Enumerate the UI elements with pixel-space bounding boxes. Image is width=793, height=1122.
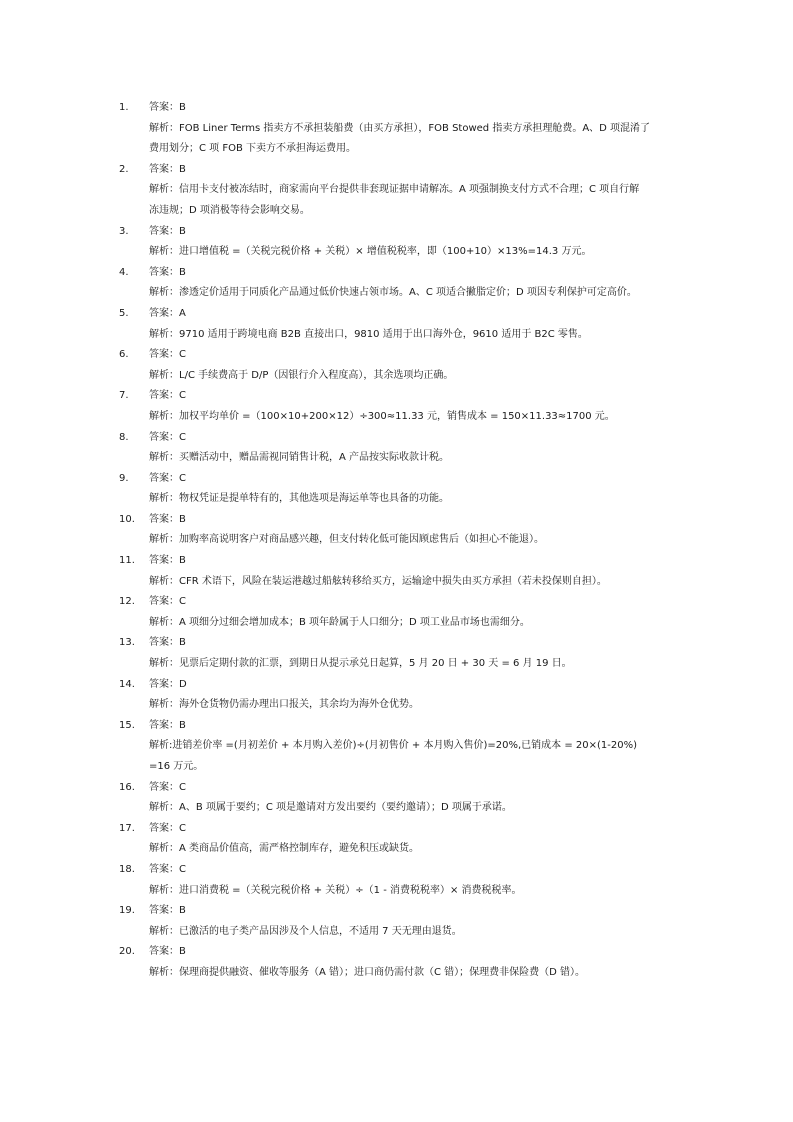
answer-line: 答案：B <box>149 637 186 649</box>
item-number: 17. <box>119 822 135 834</box>
answer-item <box>119 304 679 345</box>
answer-item <box>119 222 679 263</box>
answer-item <box>119 633 679 674</box>
answer-item <box>119 778 679 819</box>
answer-item <box>119 263 679 304</box>
analysis-text <box>119 407 679 428</box>
analysis-line: 解析：进口增值税 =（关税完税价格 + 关税）× 增值税税率，即（100+10）×13%=14.3 万元。 <box>149 246 592 258</box>
answer-item <box>119 942 679 983</box>
analysis-text <box>119 448 679 469</box>
analysis-line: 解析：9710 适用于跨境电商 B2B 直接出口，9810 适用于出口海外仓，9610 适用于 B2C 零售。 <box>149 328 588 340</box>
answer-line: 答案：B <box>149 719 186 731</box>
answer-item <box>119 551 679 592</box>
analysis-text <box>119 119 679 160</box>
item-number: 19. <box>119 905 135 917</box>
answer-item <box>119 592 679 633</box>
item-number: 15. <box>119 719 135 731</box>
item-number: 3. <box>119 225 129 237</box>
analysis-line: 解析：加权平均单价 =（100×10+200×12）÷300≈11.33 元，销售成本 = 150×11.33≈1700 元。 <box>149 410 615 422</box>
answer-list <box>119 98 679 984</box>
item-number: 20. <box>119 946 135 958</box>
analysis-line: 解析：L/C 手续费高于 D/P（因银行介入程度高），其余选项均正确。 <box>149 369 454 381</box>
analysis-line: 解析：FOB Liner Terms 指卖方不承担装船费（由买方承担），FOB Stowed 指卖方承担理舱费。A、D 项混淆了 <box>149 122 651 134</box>
answer-line: 答案：B <box>149 513 186 525</box>
analysis-text <box>119 530 679 551</box>
answer-item <box>119 716 679 778</box>
answer-line: 答案：C <box>149 431 186 443</box>
analysis-line: 解析:进销差价率 =(月初差价 + 本月购入差价)÷(月初售价 + 本月购入售价)=20%,已销成本 = 20×(1-20%) <box>149 740 638 752</box>
analysis-line: 解析：信用卡支付被冻结时，商家需向平台提供非套现证据申请解冻。A 项强制换支付方式不合理；C 项自行解 <box>149 184 640 196</box>
answer-line: 答案：C <box>149 781 186 793</box>
answer-line: 答案：C <box>149 863 186 875</box>
analysis-text <box>119 283 679 304</box>
answer-line: 答案：C <box>149 349 186 361</box>
item-number: 9. <box>119 472 129 484</box>
analysis-line: 解析：A 类商品价值高，需严格控制库存，避免积压或缺货。 <box>149 843 420 855</box>
item-number: 13. <box>119 637 135 649</box>
analysis-text <box>119 695 679 716</box>
analysis-line: 解析：海外仓货物仍需办理出口报关，其余均为海外仓优势。 <box>149 699 419 711</box>
analysis-line: 解析：见票后定期付款的汇票，到期日从提示承兑日起算，5 月 20 日 + 30 天 = 6 月 19 日。 <box>149 658 572 670</box>
answer-line: 答案：B <box>149 102 186 113</box>
analysis-line: 解析：物权凭证是提单特有的，其他选项是海运单等也具备的功能。 <box>149 493 449 505</box>
analysis-text <box>119 839 679 860</box>
analysis-text <box>119 572 679 593</box>
analysis-line: 解析：已激活的电子类产品因涉及个人信息，不适用 7 天无理由退货。 <box>149 925 462 937</box>
item-number: 1. <box>119 102 129 113</box>
analysis-line: 解析：CFR 术语下，风险在装运港越过船舷转移给买方，运输途中损失由买方承担（若未投保则自担）。 <box>149 575 607 587</box>
analysis-text <box>119 963 679 984</box>
analysis-text <box>119 736 679 777</box>
item-number: 2. <box>119 163 129 175</box>
analysis-line: =16 万元。 <box>149 761 204 772</box>
item-number: 5. <box>119 307 129 319</box>
analysis-text <box>119 654 679 675</box>
analysis-text <box>119 922 679 943</box>
answer-item <box>119 901 679 942</box>
answer-line: 答案：B <box>149 555 186 567</box>
analysis-line: 费用划分；C 项 FOB 下卖方不承担海运费用。 <box>149 143 357 155</box>
analysis-line: 解析：A、B 项属于要约；C 项是邀请对方发出要约（要约邀请）；D 项属于承诺。 <box>149 802 512 814</box>
answer-line: 答案：C <box>149 822 186 834</box>
analysis-text <box>119 881 679 902</box>
answer-item <box>119 819 679 860</box>
answer-item <box>119 510 679 551</box>
item-number: 11. <box>119 555 135 567</box>
answer-item <box>119 675 679 716</box>
answer-item <box>119 860 679 901</box>
analysis-line: 解析：保理商提供融资、催收等服务（A 错）；进口商仍需付款（C 错）；保理费非保险费（D 错）。 <box>149 966 586 978</box>
item-number: 12. <box>119 596 135 608</box>
item-number: 18. <box>119 863 135 875</box>
answer-item <box>119 98 679 160</box>
answer-line: 答案：B <box>149 946 186 958</box>
answer-line: 答案：D <box>149 678 187 690</box>
answer-line: 答案：C <box>149 472 186 484</box>
answer-line: 答案：C <box>149 390 186 402</box>
analysis-text <box>119 798 679 819</box>
item-number: 14. <box>119 678 135 690</box>
analysis-line: 解析：买赠活动中，赠品需视同销售计税，A 产品按实际收款计税。 <box>149 452 450 464</box>
answer-item <box>119 386 679 427</box>
analysis-line: 解析：进口消费税 =（关税完税价格 + 关税）÷（1 - 消费税税率）× 消费税税率。 <box>149 884 522 896</box>
answer-line: 答案：B <box>149 905 186 917</box>
answer-line: 答案：B <box>149 225 186 237</box>
analysis-line: 冻违规；D 项消极等待会影响交易。 <box>149 204 310 216</box>
item-number: 8. <box>119 431 129 443</box>
answer-item <box>119 469 679 510</box>
analysis-text <box>119 366 679 387</box>
analysis-line: 解析：加购率高说明客户对商品感兴趣，但支付转化低可能因顾虑售后（如担心不能退）。 <box>149 534 544 546</box>
analysis-line: 解析：A 项细分过细会增加成本；B 项年龄属于人口细分；D 项工业品市场也需细分。 <box>149 616 530 628</box>
analysis-text <box>119 613 679 634</box>
answer-line: 答案：C <box>149 596 186 608</box>
item-number: 7. <box>119 390 129 402</box>
analysis-line: 解析：渗透定价适用于同质化产品通过低价快速占领市场。A、C 项适合撇脂定价；D 项因专利保护可定高价。 <box>149 287 637 299</box>
item-number: 6. <box>119 349 129 361</box>
analysis-text <box>119 180 679 221</box>
item-number: 4. <box>119 266 129 278</box>
item-number: 16. <box>119 781 135 793</box>
answer-item <box>119 160 679 222</box>
answer-line: 答案：A <box>149 307 186 319</box>
answer-line: 答案：B <box>149 266 186 278</box>
analysis-text <box>119 489 679 510</box>
analysis-text <box>119 325 679 346</box>
answer-item <box>119 345 679 386</box>
analysis-text <box>119 242 679 263</box>
answer-item <box>119 428 679 469</box>
item-number: 10. <box>119 513 135 525</box>
answer-line: 答案：B <box>149 163 186 175</box>
